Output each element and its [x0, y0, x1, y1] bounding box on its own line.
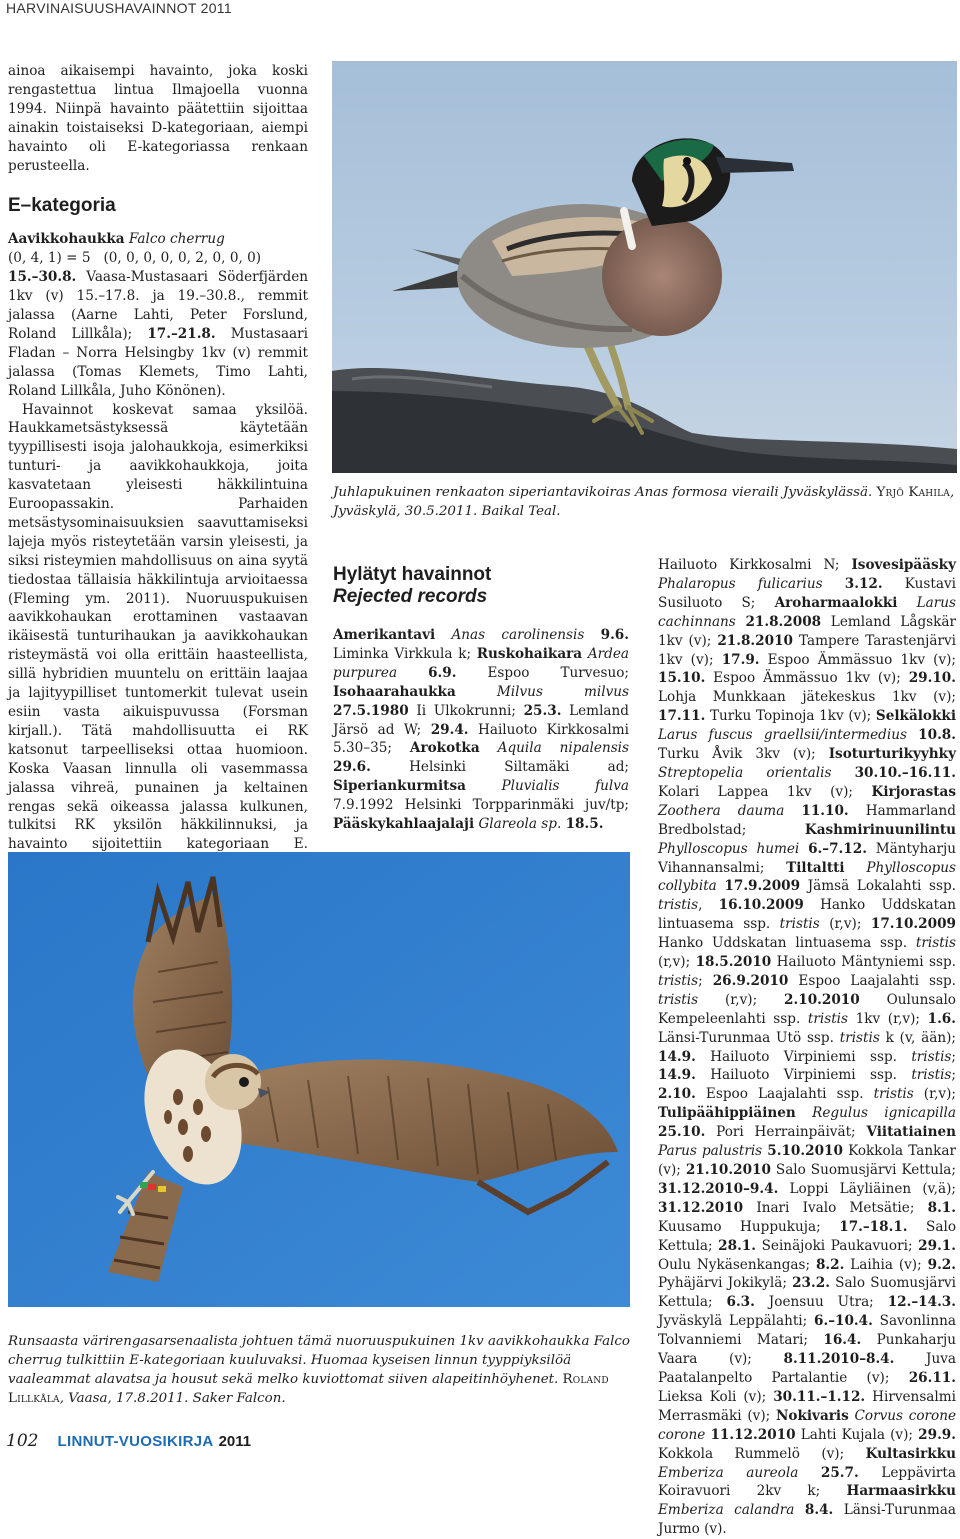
falcon-caption-text: Runsaasta värirengasarsenaalista johtuen tämä nuoruuspukuinen 1kv aavikkohaukka Falco cherrug tulkittiin E-kategoriaan kuuluvaksi. Huomaa kyseisen linnun tyyppiyksilöä vaaleammat alavatsa ja housut sekä melko kuviottomat siiven alapeitinhöyhenet.	[8, 1334, 630, 1387]
rejected-date: 6.9.	[428, 664, 457, 681]
rejected-species: Amerikantavi	[333, 627, 436, 643]
species-latin: Falco cherrug	[128, 231, 225, 248]
falcon-caption-tail: , Vaasa, 17.8.2011. Saker Falcon.	[59, 1390, 286, 1406]
rejected-location: Espoo Turvesuo;	[456, 664, 629, 681]
publication-year: 2011	[218, 1433, 252, 1450]
duck-caption-text: Juhlapukuinen renkaaton siperiantavikoiras Anas formosa vieraili Jyväskylässä.	[333, 485, 877, 500]
rejected-date: 18.5.	[565, 816, 604, 833]
rejected-records-section	[333, 564, 629, 834]
falcon-caption	[8, 1333, 630, 1409]
record-date: 17.–21.8.	[147, 325, 216, 342]
rejected-location: Lemland Järsö ad W;	[333, 702, 629, 738]
rejected-latin: Ardea purpurea	[333, 645, 629, 681]
rejected-heading-fi: Hylätyt havainnot	[333, 564, 492, 585]
rejected-latin: Anas carolinensis	[451, 627, 585, 643]
rejected-species: Pääskykahlaajalaji	[333, 816, 475, 833]
rejected-heading-en: Rejected records	[333, 586, 488, 607]
rejected-location: Liminka Virkkula k;	[333, 645, 477, 662]
rejected-date: 29.6.	[333, 759, 371, 776]
saker-falcon-image	[8, 852, 630, 1307]
rejected-date: 7.9.1992	[333, 797, 394, 814]
rejected-date: 27.5.1980	[333, 702, 409, 719]
discussion-paragraph	[8, 401, 308, 930]
rejected-location: Helsinki Siltamäki ad;	[370, 759, 629, 776]
record-list	[8, 268, 308, 400]
page-number: 102	[6, 1431, 39, 1451]
rejected-location: Hailuoto Kirkkosalmi 5.30–35;	[333, 721, 629, 757]
rejected-latin: Pluvialis fulva	[501, 778, 629, 795]
duck-caption-tail: , Jyväskylä, 30.5.2011. Baikal Teal.	[333, 485, 955, 519]
rejected-latin: Milvus milvus	[496, 683, 630, 700]
duck-caption	[333, 484, 957, 522]
rejected-species: Arokotka	[409, 740, 480, 757]
rejected-species: Siperiankurmitsa	[333, 778, 466, 795]
discussion-text: Haukkametsästyksessä käytetään tyypillisesti isoja jalohaukkoja, esimerkiksi tunturi- ja aavikkohaukkoja, joita kasvatetaan yleisesti häkkilintuina Euroopassakin. Parhaiden metsästysominaisuuksien saavuttamiseksi lajeja myös risteytetään varsin yleisesti, ja siksi risteymien mahdollisuus on aina syytä tiedostaa tällaisia häkkilintuja arvioitaessa (Fleming ym. 2011). Nuoruuspukuisen aavikkohaukan erottaminen vastaavan ikäisestä tunturihaukan ja aavikkohaukan risteymästä voi olla erittäin haasteellista, sillä hybridien muuntelu on erittäin laajaa ja lajityypilliset tuntomerkit tulevat usein esiin vasta aikuispuvussa (Forsman kirjall.). Tätä mahdollisuutta ei RK katsonut tarpeelliseksi ottaa huomioon. Koska Vaasan linnulla oli vasemmassa jalassa vihreä, punainen ja keltainen rengas sekä oikeassa jalassa kulkunen, tulkitsi RK yksilön häkkilinnuksi, ja havainto sijoitettiin kategoriaan E.	[8, 420, 308, 853]
intro-paragraph: ainoa aikaisempi havainto, joka koski rengastettua lintua Ilmajoella vuonna 1994. Niinpä havainto päätettiin sijoittaa ainakin toistaiseksi D-kategoriaan, aiempi havainto oli E-kategoriassa renkaan perusteella.	[8, 63, 308, 174]
rejected-latin: Glareola sp.	[478, 816, 562, 833]
left-column	[8, 62, 308, 930]
rejected-date: 25.3.	[523, 702, 562, 719]
species-name: Aavikkohaukka	[8, 231, 125, 248]
rejected-location: Ii Ulkokrunni;	[408, 702, 524, 719]
falcon-photo	[8, 852, 630, 1307]
duck-photo	[332, 61, 957, 473]
page-footer	[6, 1431, 251, 1451]
record-text: Mustasaari Fladan – Norra Helsingby 1kv (v) remmit jalassa (Tomas Klemets, Timo Lahti, Roland Lillkåla, Juho Könönen).	[8, 325, 308, 399]
rejected-date: 9.6.	[600, 627, 629, 643]
rejected-latin: Aquila nipalensis	[497, 740, 629, 757]
running-header: HARVINAISUUSHAVAINNOT 2011	[6, 0, 232, 16]
species-line	[8, 230, 308, 249]
same-individual-note: Havainnot koskevat samaa yksilöä.	[22, 401, 308, 418]
publication-title: LINNUT-VUOSIKIRJA	[57, 1433, 214, 1450]
rejected-species: Isohaarahaukka	[333, 683, 456, 700]
rejected-species: Ruskohaikara	[476, 645, 583, 662]
right-column-records: Hailuoto Kirkkosalmi N; Isovesipääsky Phalaropus fulicarius 3.12. Kustavi Susiluoto S; Aroharmaalokki Larus cachinnans 21.8.2008 Lemland Lågskär 1kv (v); 21.8.2010 Tampere Tarastenjärvi 1kv (v); 17.9. Espoo Ämmässuo 1kv (v); 15.10. Espoo Ämmässuo 1kv (v); 29.10. Lohja Munkkaan jätekeskus 1kv (v); 17.11. Turku Topinoja 1kv (v); Selkälokki Larus fuscus graellsii/intermedius 10.8. Turku Åvik 3kv (v); Isoturturikyyhky Streptopelia orientalis 30.10.–16.11. Kolari Lappea 1kv (v); Kirjorastas Zoothera dauma 11.10. Hammarland Bredbolstad; Kashmirinuunilintu Phylloscopus humei 6.–7.12. Mäntyharju Vihannansalmi; Tiltaltti Phylloscopus collybita 17.9.2009 Jämsä Lokalahti ssp. tristis, 16.10.2009 Hanko Uddskatan lintuasema ssp. tristis (r,v); 17.10.2009 Hanko Uddskatan lintuasema ssp. tristis (r,v); 18.5.2010 Hailuoto Mäntyniemi ssp. tristis; 26.9.2010 Espoo Laajalahti ssp. tristis (r,v); 2.10.2010 Oulunsalo Kempeleenlahti ssp. tristis 1kv (r,v); 1.6. Länsi-Turunmaa Utö ssp. tristis k (v, ään); 14.9. Hailuoto Virpiniemi ssp. tristis; 14.9. Hailuoto Virpiniemi ssp. tristis; 2.10. Espoo Laajalahti ssp. tristis (r,v); Tulipäähippiäinen Regulus ignicapilla 25.10. Pori Herrainpäivät; Viitatiainen Parus palustris 5.10.2010 Kokkola Tankar (v); 21.10.2010 Salo Suomusjärvi Kettula; 31.12.2010–9.4. Loppi Läyliäinen (v,ä); 31.12.2010 Inari Ivalo Metsätie; 8.1. Kuusamo Huppukuja; 17.–18.1. Salo Kettula; 28.1. Seinäjoki Paukavuori; 29.1. Oulu Nykäsenkangas; 8.2. Laihia (v); 9.2. Pyhäjärvi Jokikylä; 23.2. Salo Suomusjärvi Kettula; 6.3. Joensuu Utra; 12.–14.3. Jyväskylä Leppälahti; 6.–10.4. Savonlinna Tolvanniemi Matari; 16.4. Punkaharju Vaara (v); 8.11.2010–8.4. Juva Paatalanpelto Partalantie (v); 26.11. Lieksa Koli (v); 30.11.–1.12. Hirvensalmi Merrasmäki (v); Nokivaris Corvus corone corone 11.12.2010 Lahti Kujala (v); 29.9. Kokkola Rummelö (v); Kultasirkku Emberiza aureola 25.7. Leppävirta Koiravuori 2kv k; Harmaasirkku Emberiza calandra 8.4. Länsi-Turunmaa Jurmo (v).	[658, 557, 957, 1538]
falcon-photographer: Roland Lillkåla	[8, 1371, 609, 1406]
rejected-location: Helsinki Torpparinmäki juv/tp;	[393, 797, 629, 814]
record-text: Vaasa-Mustasaari Söderfjärden 1kv (v) 15.–17.8. ja 19.–30.8., remmit jalassa (Aarne Lahti, Peter Forslund, Roland Lillkåla);	[8, 269, 308, 342]
baikal-teal-image	[332, 61, 957, 473]
species-counts: (0, 4, 1) = 5 (0, 0, 0, 0, 0, 2, 0, 0, 0)	[8, 250, 262, 267]
record-date: 15.–30.8.	[8, 269, 77, 286]
rejected-date: 29.4.	[430, 721, 469, 738]
duck-photographer: Yrjö Kahila	[876, 485, 950, 500]
section-heading-e-category: E–kategoria	[8, 195, 116, 217]
rejected-list	[333, 626, 629, 834]
